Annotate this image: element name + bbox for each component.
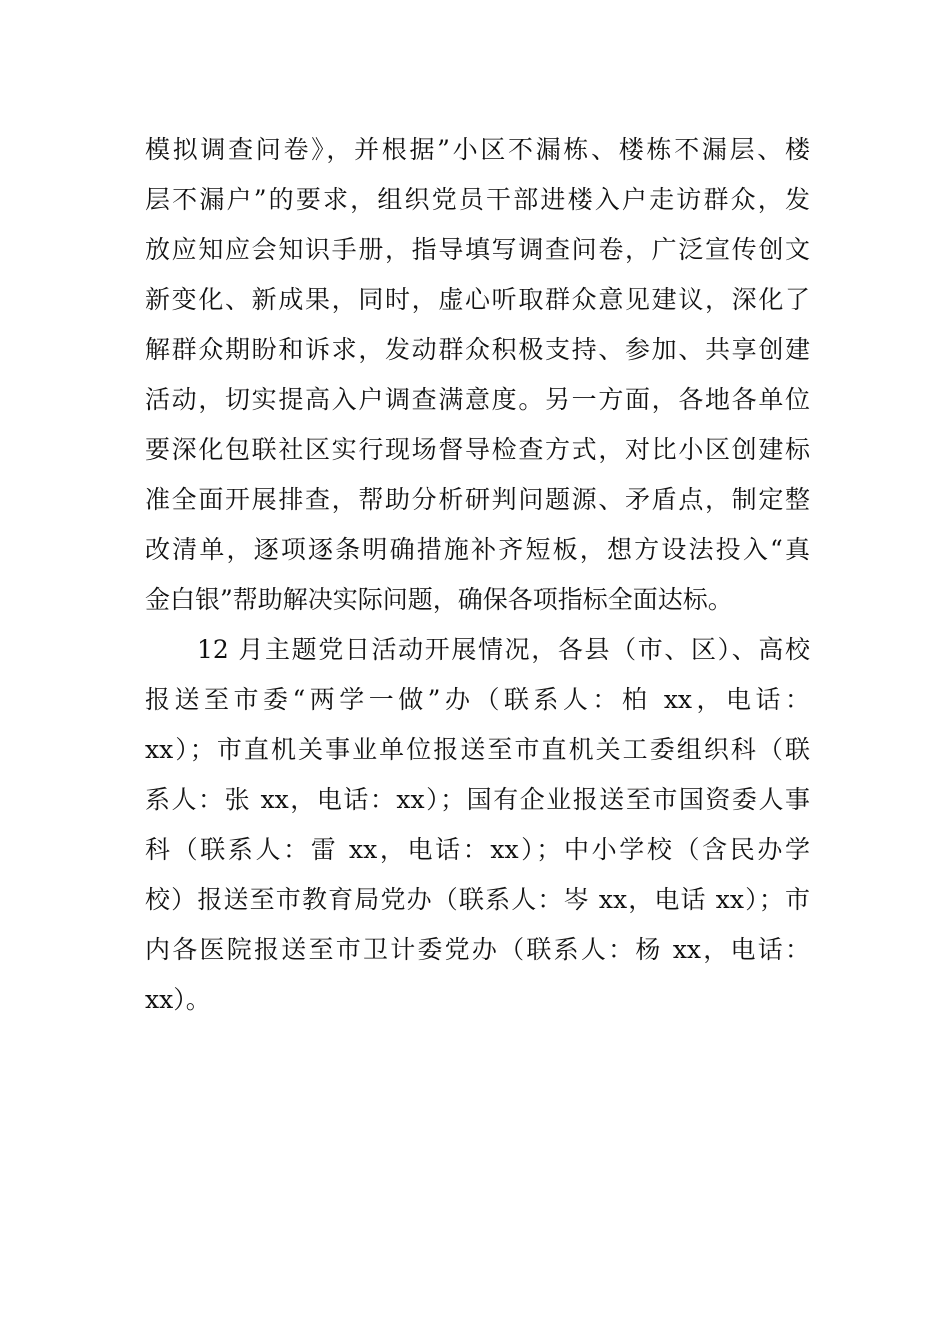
paragraph-1 [145, 125, 810, 625]
paragraph-line: xx）。 [145, 985, 211, 1014]
paragraph-line: 科（联系人：雷 xx，电话：xx）；中小学校（含民办学 [145, 835, 810, 864]
paragraph-line: xx）；市直机关事业单位报送至市直机关工委组织科（联 [145, 735, 810, 764]
paragraph-line: 校）报送至市教育局党办（联系人：岑 xx，电话 xx）；市 [145, 885, 810, 914]
paragraph-line: 准全面开展排查，帮助分析研判问题源、矛盾点，制定整 [145, 485, 810, 514]
paragraph-line: 要深化包联社区实行现场督导检查方式，对比小区创建标 [145, 435, 810, 464]
paragraph-line: 活动，切实提高入户调查满意度。另一方面，各地各单位 [145, 385, 810, 414]
paragraph-line: 新变化、新成果，同时，虚心听取群众意见建议，深化了 [145, 285, 810, 314]
paragraph-line: 金白银”帮助解决实际问题，确保各项指标全面达标。 [145, 585, 733, 614]
paragraph-line: 系人：张 xx，电话：xx）；国有企业报送至市国资委人事 [145, 785, 810, 814]
paragraph-line: 改清单，逐项逐条明确措施补齐短板，想方设法投入“真 [145, 535, 810, 564]
paragraph-line: 内各医院报送至市卫计委党办（联系人：杨 xx，电话： [145, 935, 810, 964]
paragraph-line: 层不漏户”的要求，组织党员干部进楼入户走访群众，发 [145, 185, 810, 214]
paragraph-line: 报送至市委“两学一做”办（联系人：柏 xx，电话： [145, 685, 810, 714]
paragraph-line: 模拟调查问卷》，并根据”小区不漏栋、楼栋不漏层、楼 [145, 135, 810, 164]
paragraph-line: 12 月主题党日活动开展情况，各县（市、区）、高校 [197, 635, 810, 664]
paragraph-line: 放应知应会知识手册，指导填写调查问卷，广泛宣传创文 [145, 235, 810, 264]
document-body [145, 125, 810, 1025]
paragraph-2 [145, 625, 810, 1025]
paragraph-line: 解群众期盼和诉求，发动群众积极支持、参加、共享创建 [145, 335, 810, 364]
